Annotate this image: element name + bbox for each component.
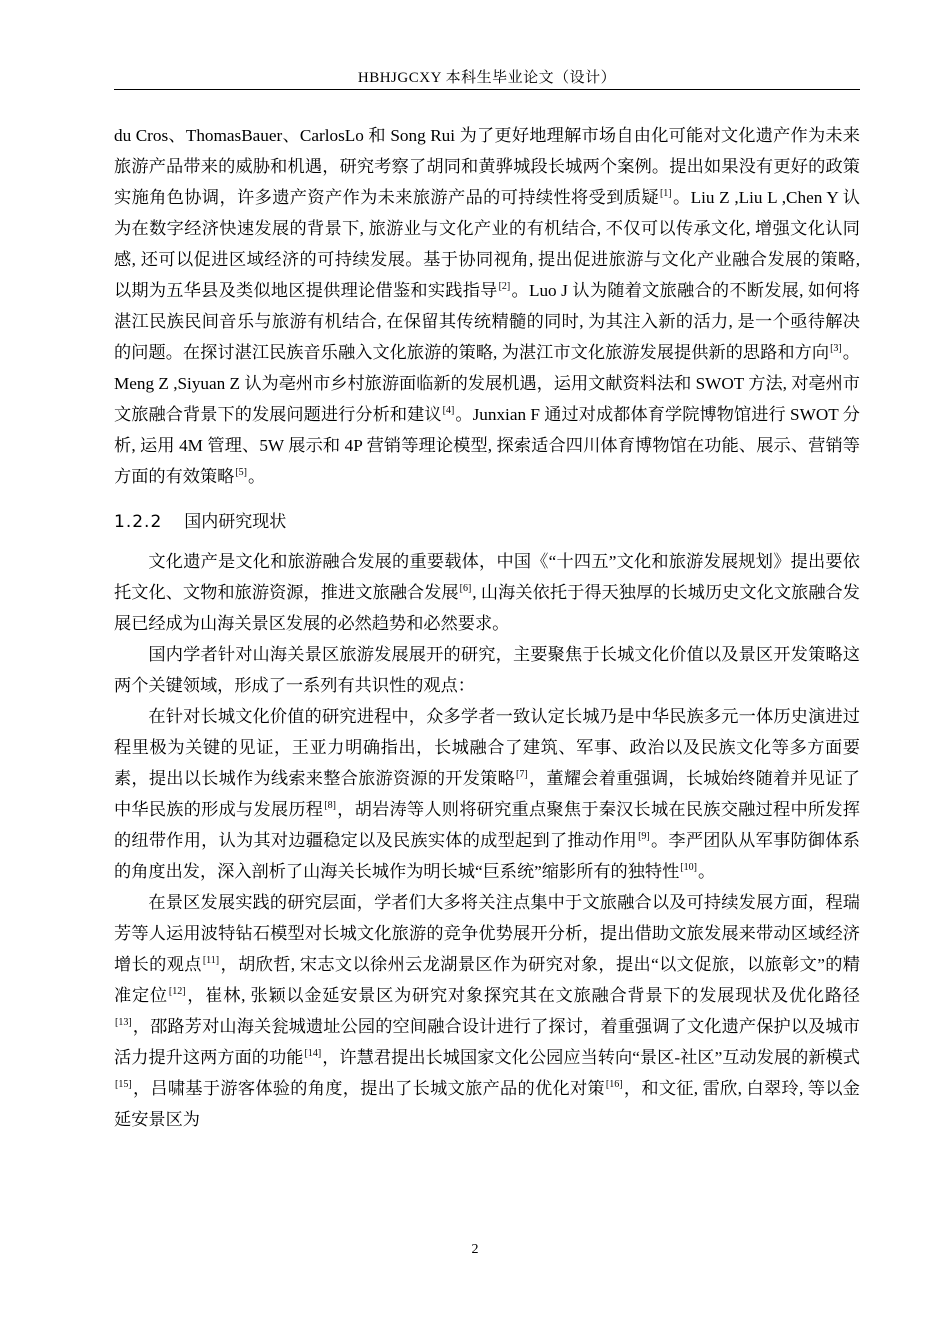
paragraph-cultural-heritage: 文化遗产是文化和旅游融合发展的重要载体，中国《“十四五”文化和旅游发展规划》提出要依托文化、文物和旅游资源，推进文旅融合发展[6], 山海关依托于得天独厚的长城历史文化文旅融合发展已经成为山海关景区发展的必然趋势和必然要求。 [114,552,860,633]
section-number: 1.2.2 [114,512,163,532]
section-heading [114,508,860,536]
citation: [11] [202,955,220,966]
running-header: HBHJGCXY 本科生毕业论文（设计） [357,70,617,86]
citation: [4] [442,405,455,416]
citation: [13] [115,1017,132,1028]
citation: [14] [304,1048,322,1059]
citation: [10] [680,862,697,873]
citation: [16] [605,1079,623,1090]
citation: [5] [235,467,247,478]
citation: [9] [638,831,650,842]
paragraph-great-wall-value: 在针对长城文化价值的研究进程中，众多学者一致认定长城乃是中华民族多元一体历史演进过程里极为关键的见证，王亚力明确指出，长城融合了建筑、军事、政治以及民族文化等多方面要素，提出以长城作为线索来整合旅游资源的开发策略[7]，董耀会着重强调，长城始终随着并见证了中华民族的形成与发展历程[8]，胡岩涛等人则将研究重点聚焦于秦汉长城在民族交融过程中所发挥的纽带作用，认为其对边疆稳定以及民族实体的成型起到了推动作用[9]。李严团队从军事防御体系的角度出发，深入剖析了山海关长城作为明长城“巨系统”缩影所有的独特性[10]。 [114,707,860,881]
citation: [6] [459,583,472,594]
citation: [3] [830,343,842,354]
citation: [2] [498,281,511,292]
section-title: 国内研究现状 [184,512,287,532]
paragraph-scenic-practice: 在景区发展实践的研究层面，学者们大多将关注点集中于文旅融合以及可持续发展方面，程瑞芳等人运用波特钻石模型对长城文化旅游的竞争优势展开分析，提出借助文旅发展来带动区域经济增长的观点[11]，胡欣哲, 宋志文以徐州云龙湖景区作为研究对象，提出“以文促旅，以旅彰文”的精准定位[12]，崔林, 张颖以金延安景区为研究对象探究其在文旅融合背景下的发展现状及优化路径[13]，邵路芳对山海关瓮城遗址公园的空间融合设计进行了探讨，着重强调了文化遗产保护以及城市活力提升这两方面的功能[14]，许慧君提出长城国家文化公园应当转向“景区-社区”互动发展的新模式[15]，吕啸基于游客体验的角度，提出了长城文旅产品的优化对策[16]，和文征, 雷欣, 白翠玲, 等以金延安景区为 [114,893,860,1129]
citation: [12] [168,986,186,997]
page-number: 2 [471,1242,479,1257]
paragraph-foreign-research: du Cros、ThomasBauer、CarlosLo 和 Song Rui 为了更好地理解市场自由化可能对文化遗产作为未来旅游产品带来的威胁和机遇，研究考察了胡同和黄骅城段长城两个案例。提出如果没有更好的政策实施角色协调，许多遗产资产作为未来旅游产品的可持续性将受到质疑[1]。Liu Z ,Liu L ,Chen Y 认为在数字经济快速发展的背景下, 旅游业与文化产业的有机结合, 不仅可以传承文化, 增强文化认同感, 还可以促进区域经济的可持续发展。基于协同视角, 提出促进旅游与文化产业融合发展的策略, 以期为五华县及类似地区提供理论借鉴和实践指导[2]。Luo J 认为随着文旅融合的不断发展, 如何将湛江民族民间音乐与旅游有机结合, 在保留其传统精髓的同时, 为其注入新的活力, 是一个亟待解决的问题。在探讨湛江民族音乐融入文化旅游的策略, 为湛江市文化旅游发展提供新的思路和方向[3]。Meng Z ,Siyuan Z 认为亳州市乡村旅游面临新的发展机遇，运用文献资料法和 SWOT 方法, 对亳州市文旅融合背景下的发展问题进行分析和建议[4]。Junxian F 通过对成都体育学院博物馆进行 SWOT 分析, 运用 4M 管理、5W 展示和 4P 营销等理论模型, 探索适合四川体育博物馆在功能、展示、营销等方面的有效策略[5]。 [114,126,860,486]
citation: [1] [659,188,672,199]
body-text [114,120,860,1135]
citation: [15] [115,1079,132,1090]
citation: [8] [324,800,336,811]
paragraph-domestic-overview: 国内学者针对山海关景区旅游发展展开的研究，主要聚焦于长城文化价值以及景区开发策略这两个关键领域，形成了一系列有共识性的观点： [114,645,860,695]
header-rule [114,89,860,90]
citation: [7] [516,769,528,780]
